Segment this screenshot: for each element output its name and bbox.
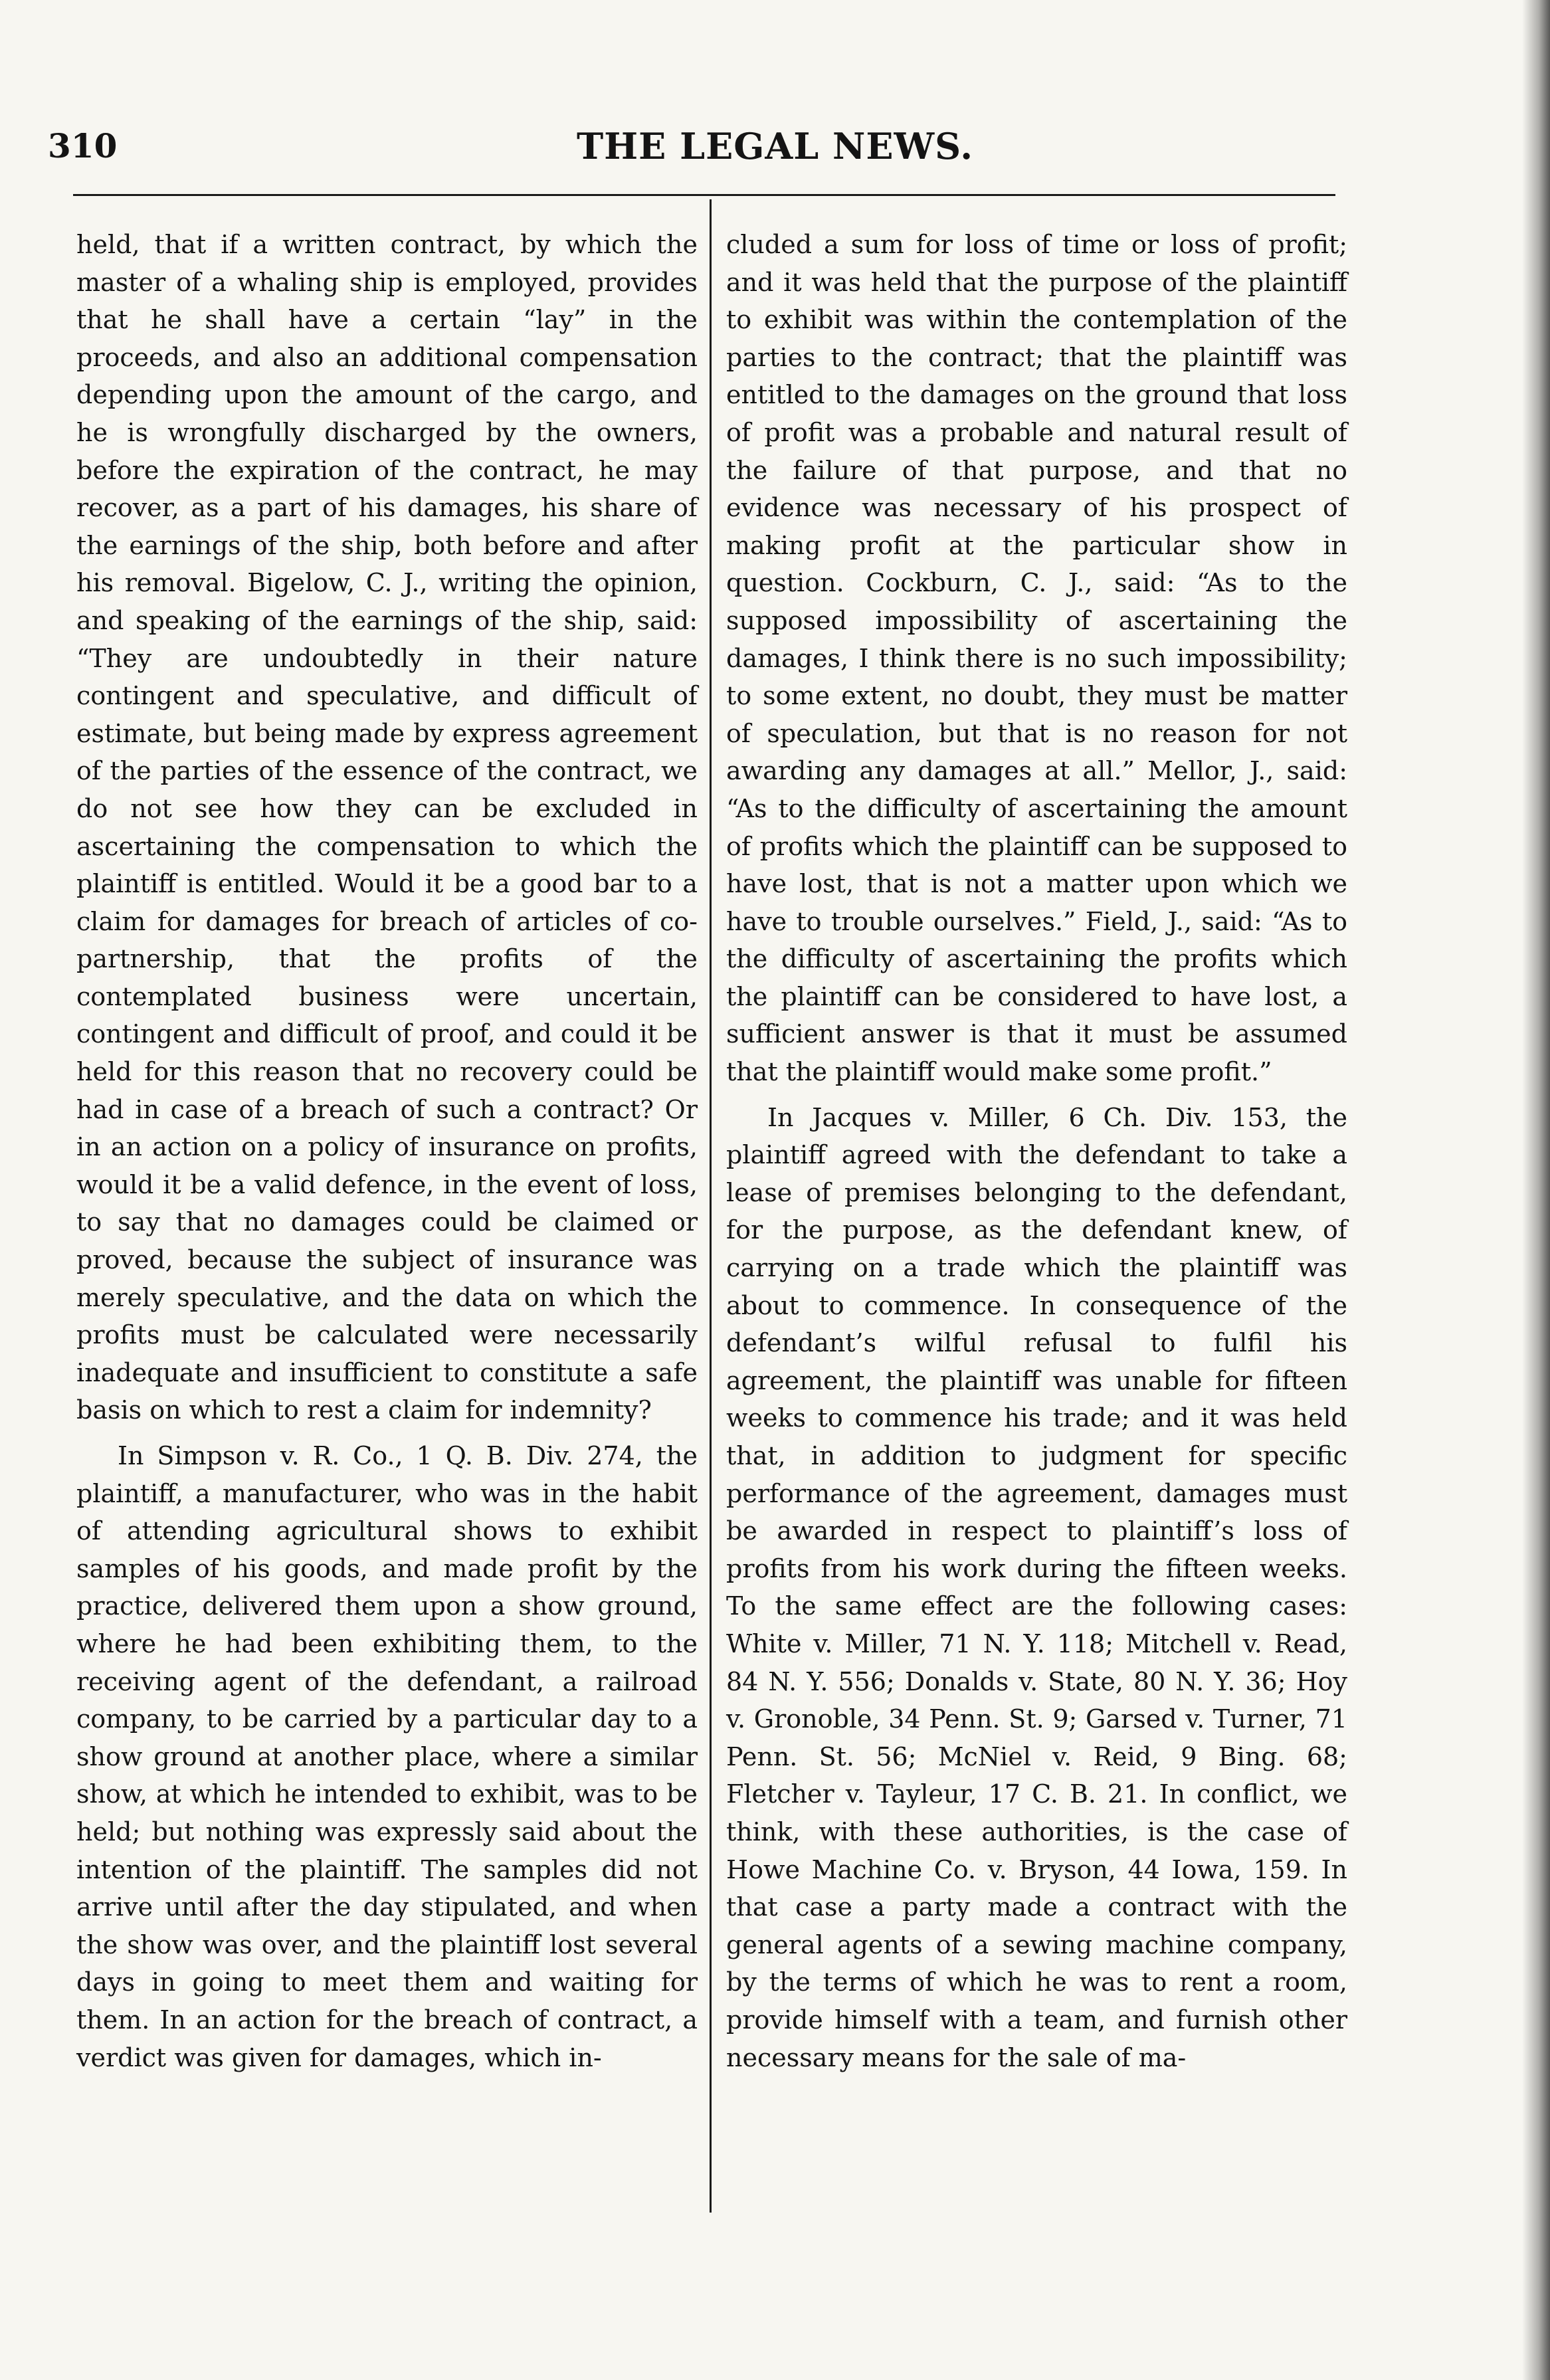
- paragraph: held, that if a written contract, by which the master of a whaling ship is employed, provides that he shall have a certain “lay” in the proceeds, and also an additional compensation depending upon the amount of the cargo, and he is wrongfully discharged by the owners, before the expiration of the contract, he may recover, as a part of his damages, his share of the earnings of the ship, both before and after his removal. Bigelow, C. J., writing the opinion, and speaking of the earnings of the ship, said: “They are undoubtedly in their nature contingent and speculative, and difficult of estimate, but being made by express agreement of the parties of the essence of the contract, we do not see how they can be excluded in ascertaining the compensation to which the plaintiff is entitled. Would it be a good bar to a claim for damages for breach of articles of co-partnership, that the profits of the contemplated business were uncertain, contingent and difficult of proof, and could it be held for this reason that no recovery could be had in case of a breach of such a contract? Or in an action on a policy of insurance on profits, would it be a valid defence, in the event of loss, to say that no damages could be claimed or proved, because the subject of insurance was merely speculative, and the data on which the profits must be calculated were necessarily inadequate and insufficient to constitute a safe basis on which to rest a claim for indemnity?: [76, 230, 698, 1425]
- paragraph: In Simpson v. R. Co., 1 Q. B. Div. 274, the plaintiff, a manufacturer, who was in the habit of attending agricultural shows to exhibit samples of his goods, and made profit by the practice, delivered them upon a show ground, where he had been exhibiting them, to the receiving agent of the defendant, a railroad company, to be carried by a particular day to a show ground at another place, where a similar show, at which he intended to exhibit, was to be held; but nothing was expressly said about the intention of the plaintiff. The samples did not arrive until after the day stipulated, and when the show was over, and the plaintiff lost several days in going to meet them and waiting for them. In an action for the breach of contract, a verdict was given for damages, which in-: [76, 1441, 698, 2072]
- page-number: 310: [48, 126, 118, 165]
- header-rule: [73, 194, 1335, 196]
- running-title: THE LEGAL NEWS.: [576, 125, 974, 167]
- paragraph: In Jacques v. Miller, 6 Ch. Div. 153, the plaintiff agreed with the defendant to take a lease of premises belonging to the defendant, for the purpose, as the defendant knew, of carrying on a trade which the plaintiff was about to commence. In consequence of the defendant’s wilful refusal to fulfil his agreement, the plaintiff was unable for fifteen weeks to commence his trade; and it was held that, in addition to judgment for specific performance of the agreement, damages must be awarded in respect to plaintiff’s loss of profits from his work during the fifteen weeks. To the same effect are the following cases: White v. Miller, 71 N. Y. 118; Mitchell v. Read, 84 N. Y. 556; Donalds v. State, 80 N. Y. 36; Hoy v. Gronoble, 34 Penn. St. 9; Garsed v. Turner, 71 Penn. St. 56; McNiel v. Reid, 9 Bing. 68; Fletcher v. Tayleur, 17 C. B. 21. In conflict, we think, with these authorities, is the case of Howe Machine Co. v. Bryson, 44 Iowa, 159. In that case a party made a contract with the general agents of a sewing machine company, by the terms of which he was to rent a room, provide himself with a team, and furnish other necessary means for the sale of ma-: [726, 1102, 1347, 2072]
- left-column: [76, 226, 698, 2076]
- right-column: [726, 226, 1347, 2076]
- paragraph: cluded a sum for loss of time or loss of profit; and it was held that the purpose of the plaintiff to exhibit was within the contemplation of the parties to the contract; that the plaintiff was entitled to the damages on the ground that loss of profit was a probable and natural result of the failure of that purpose, and that no evidence was necessary of his prospect of making profit at the particular show in question. Cockburn, C. J., said: “As to the supposed impossibility of ascertaining the damages, I think there is no such impossibility; to some extent, no doubt, they must be matter of speculation, but that is no reason for not awarding any damages at all.” Mellor, J., said: “As to the difficulty of ascertaining the amount of profits which the plaintiff can be supposed to have lost, that is not a matter upon which we have to trouble ourselves.” Field, J., said: “As to the difficulty of ascertaining the profits which the plaintiff can be considered to have lost, a sufficient answer is that it must be assumed that the plaintiff would make some profit.”: [726, 230, 1347, 1087]
- column-divider: [710, 199, 712, 2213]
- scan-edge-shadow: [1522, 0, 1550, 2380]
